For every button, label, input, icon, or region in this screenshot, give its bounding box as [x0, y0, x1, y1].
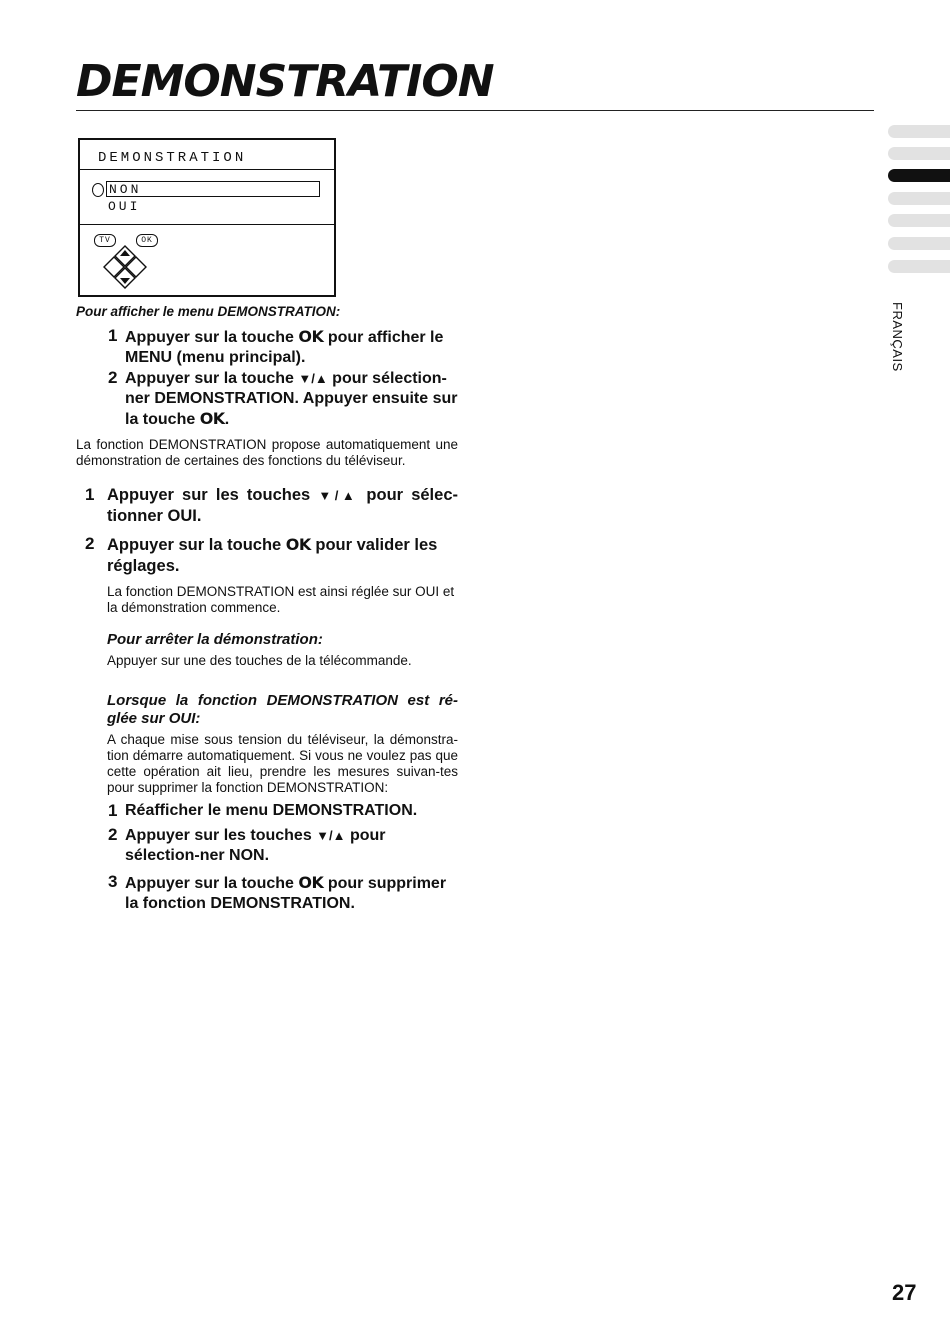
step-number: 2 — [108, 368, 118, 387]
step-number: 1 — [108, 326, 118, 345]
osd-title: DEMONSTRATION — [98, 150, 247, 166]
osd-option-non: NON — [106, 181, 320, 197]
title-rule — [76, 110, 874, 111]
section-tab — [888, 260, 950, 273]
ok-button-icon: OK — [136, 234, 158, 247]
section-tab — [888, 237, 950, 250]
down-up-arrows-icon: ▼/▲ — [316, 828, 346, 843]
page-title: DEMONSTRATION — [76, 56, 494, 107]
osd-menu-illustration — [78, 138, 336, 297]
section-tab — [888, 192, 950, 205]
language-label: FRANÇAIS — [890, 302, 905, 372]
section-tab — [888, 214, 950, 227]
osd-divider — [80, 169, 334, 170]
main-step-1: Appuyer sur les touches ▼/▲ pour sélec-tionner OUI. — [107, 486, 458, 525]
ok-key-icon: OK — [298, 873, 324, 892]
access-caption: Pour afficher le menu DEMONSTRATION: — [76, 304, 341, 319]
oui-step-2: Appuyer sur les touches ▼/▲ pour sélection-ner NON. — [125, 827, 386, 864]
result-text: La fonction DEMONSTRATION est ainsi réglée sur OUI et la démonstration commence. — [107, 584, 455, 615]
section-tab-active — [888, 169, 950, 182]
when-oui-text: A chaque mise sous tension du téléviseur, la démonstra-tion démarre automatiquement. Si vous ne voulez pas que cette opération ait lieu, prendre les mesures suivan-tes pour supprimer la fonction DEMONSTRATION: — [107, 732, 458, 795]
step-number: 3 — [108, 872, 118, 891]
section-tab — [888, 147, 950, 160]
access-step-2: Appuyer sur la touche ▼/▲ pour sélection-ner DEMONSTRATION. Appuyer ensuite sur la touche OK. — [125, 370, 458, 428]
section-tab — [888, 125, 950, 138]
main-step-2: Appuyer sur la touche OK pour valider les réglages. — [107, 535, 438, 575]
step-number: 1 — [85, 485, 95, 504]
ok-key-icon: OK — [199, 409, 225, 428]
ok-key-icon: OK — [285, 535, 311, 554]
ok-key-icon: OK — [298, 327, 324, 346]
osd-divider — [80, 224, 334, 225]
when-oui-heading: Lorsque la fonction DEMONSTRATION est ré-glée sur OUI: — [107, 692, 458, 727]
access-step-1: Appuyer sur la touche OK pour afficher le MENU (menu principal). — [125, 327, 444, 366]
down-up-arrows-icon: ▼/▲ — [318, 488, 359, 503]
stop-text: Appuyer sur une des touches de la télécommande. — [107, 653, 412, 668]
osd-option-oui: OUI — [108, 199, 141, 214]
oui-step-3: Appuyer sur la touche OK pour supprimer la fonction DEMONSTRATION. — [125, 873, 447, 912]
stop-heading: Pour arrêter la démonstration: — [107, 631, 323, 648]
down-up-arrows-icon: ▼/▲ — [298, 371, 328, 386]
oui-step-1: Réafficher le menu DEMONSTRATION. — [125, 802, 418, 819]
step-number: 2 — [108, 825, 118, 844]
intro-text: La fonction DEMONSTRATION propose automatiquement une démonstration de certaines des fonctions du téléviseur. — [76, 437, 458, 468]
page-number: 27 — [892, 1280, 917, 1305]
step-number: 1 — [108, 801, 118, 820]
tv-button-icon: TV — [94, 234, 116, 247]
direction-pad-icon — [102, 244, 148, 290]
cursor-icon — [92, 183, 104, 197]
step-number: 2 — [85, 534, 95, 553]
